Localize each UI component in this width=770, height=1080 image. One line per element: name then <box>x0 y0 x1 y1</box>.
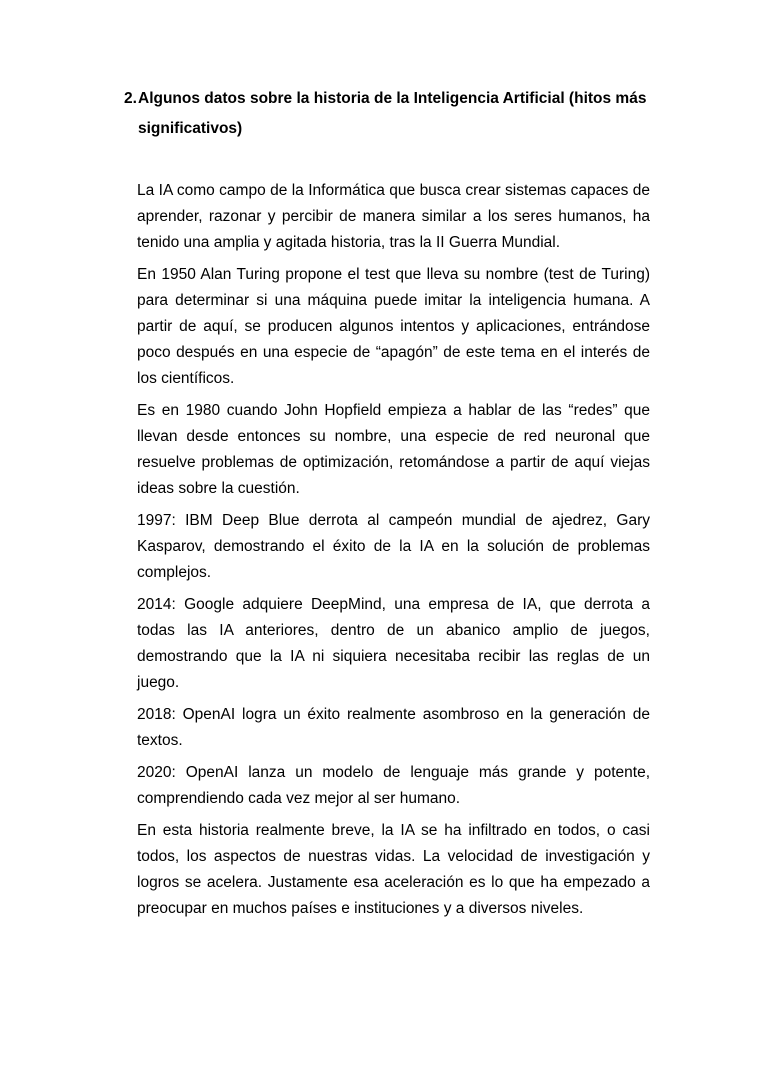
paragraph-2018-openai: 2018: OpenAI logra un éxito realmente asombroso en la generación de textos. <box>137 706 650 749</box>
paragraph-ia-definition: La IA como campo de la Informática que busca crear sistemas capaces de aprender, razonar y percibir de manera similar a los seres humanos, ha tenido una amplia y agitada historia, tras la II Guerra Mundial. <box>137 182 650 251</box>
paragraph-conclusion: En esta historia realmente breve, la IA se ha infiltrado en todos, o casi todos, los aspectos de nuestras vidas. La velocidad de investigación y logros se acelera. Justamente esa aceleración es lo que ha empezado a preocupar en muchos países e instituciones y a diversos niveles. <box>137 822 650 917</box>
section-heading <box>124 84 650 144</box>
section-heading-text: Algunos datos sobre la historia de la Inteligencia Artificial (hitos más significativos) <box>138 90 647 137</box>
paragraph-1950-turing: En 1950 Alan Turing propone el test que lleva su nombre (test de Turing) para determinar si una máquina puede imitar la inteligencia humana. A partir de aquí, se producen algunos intentos y aplicaciones, entrándose poco después en una especie de “apagón” de este tema en el interés de los científicos. <box>137 266 650 387</box>
paragraph-1997-deep-blue: 1997: IBM Deep Blue derrota al campeón mundial de ajedrez, Gary Kasparov, demostrando el éxito de la IA en la solución de problemas complejos. <box>137 512 650 581</box>
document-body <box>137 178 650 922</box>
paragraph-2020-openai: 2020: OpenAI lanza un modelo de lenguaje más grande y potente, comprendiendo cada vez mejor al ser humano. <box>137 764 650 807</box>
section-heading-number: 2. <box>124 90 137 107</box>
paragraph-1980-hopfield: Es en 1980 cuando John Hopfield empieza a hablar de las “redes” que llevan desde entonces su nombre, una especie de red neuronal que resuelve problemas de optimización, retomándose a partir de aquí viejas ideas sobre la cuestión. <box>137 402 650 497</box>
paragraph-2014-deepmind: 2014: Google adquiere DeepMind, una empresa de IA, que derrota a todas las IA anteriores, dentro de un abanico amplio de juegos, demostrando que la IA ni siquiera necesitaba recibir las reglas de un juego. <box>137 596 650 691</box>
